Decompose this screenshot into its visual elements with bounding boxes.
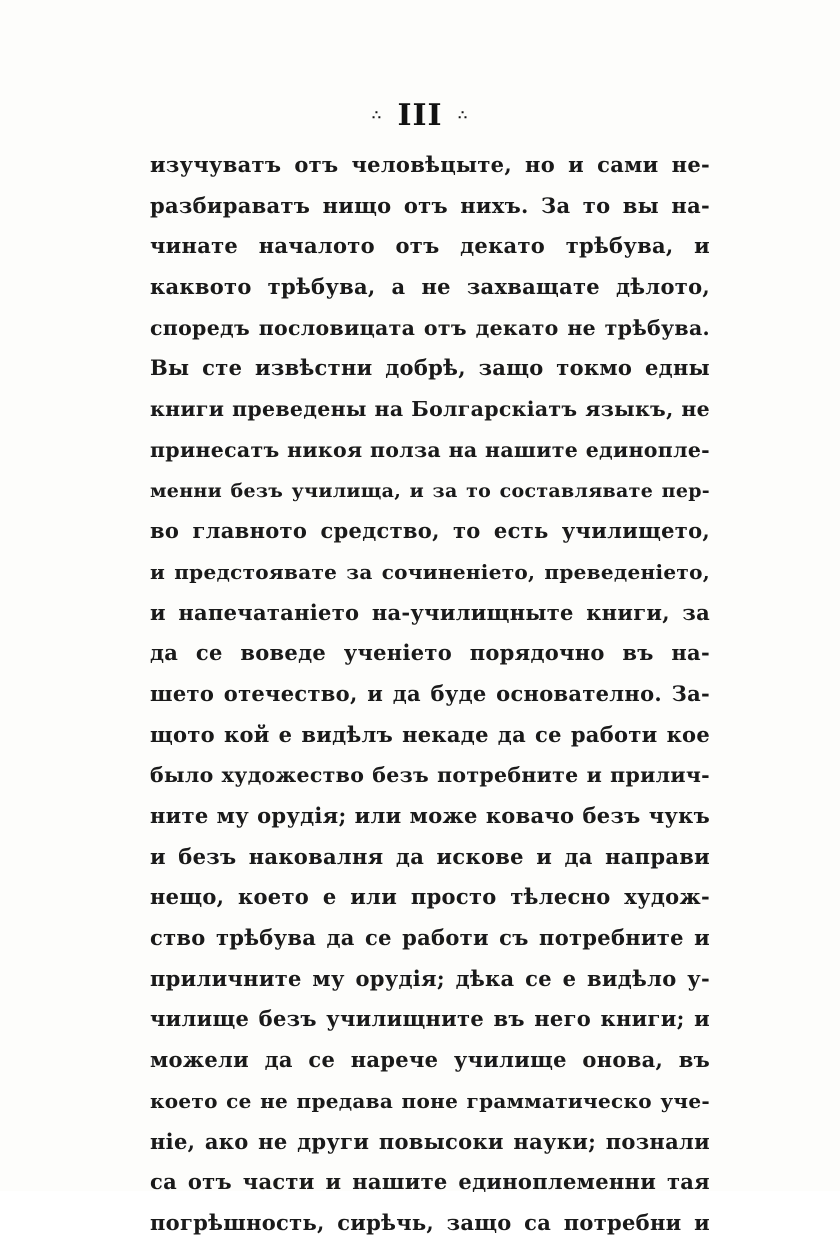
text-line: споредъ пословицата отъ декато не трѣбува.	[150, 315, 710, 340]
text-line: да се воведе ученіето порядочно въ на-	[150, 640, 710, 666]
text-line: погрѣшность, сирѣчь, защо са потребни и	[150, 1209, 710, 1235]
text-line: са отъ части и нашите единоплеменни тая	[150, 1169, 710, 1195]
header-ornament-right: ∴	[458, 107, 469, 124]
text-line: изучуватъ отъ человѣцыте, но и сами не-	[150, 152, 710, 177]
text-line: и напечатаніето на-училищныте книги, за	[150, 599, 710, 625]
text-line: разбираватъ нищо отъ нихъ. За то вы на-	[150, 192, 710, 218]
header-ornament-left: ∴	[371, 107, 382, 124]
text-line: щото кой е видѣлъ некаде да се работи кое	[150, 721, 710, 747]
text-line: чилище безъ учили​щните въ него книги; и	[150, 1006, 710, 1032]
text-line: и предстоявате за сочиненіето, преведеніето,	[150, 559, 710, 584]
text-line: принесатъ никоя полза на нашите единопле-	[150, 437, 710, 462]
text-line: и безъ наковалня да искове и да направи	[150, 843, 710, 869]
text-line: чинате началото отъ декато трѣбува, и	[150, 233, 710, 259]
text-line: можели да се нарече училище онова, въ	[150, 1047, 710, 1073]
text-line: ніе, ако не други повысоки науки; познали	[150, 1128, 710, 1154]
body-text	[150, 145, 710, 1244]
text-line: Вы сте извѣстни добрѣ, защо токмо едны	[150, 355, 710, 381]
page-header	[0, 98, 840, 133]
text-line: приличните му орудія; дѣка се е видѣло у-	[150, 965, 710, 991]
text-line: менни безъ училища, и за то составлявате пер-	[150, 479, 710, 502]
text-line: ните му орудія; или може ковачо безъ чукъ	[150, 803, 710, 828]
text-line: нещо, което е или просто тѣлесно худож-	[150, 884, 710, 910]
text-line: шето отечество, и да буде основателно. За-	[150, 680, 710, 706]
page-number: III	[397, 98, 443, 133]
text-line: книги преведены на Болгарскіатъ языкъ, не	[150, 397, 710, 422]
text-line: было художество безъ потребните и прилич-	[150, 763, 710, 788]
text-line: ство трѣбува да се работи съ потребните и	[150, 925, 710, 951]
text-line: каквото трѣбува, а не захващате дѣлото,	[150, 274, 710, 300]
text-line: което се не предава поне грамматическо уче-	[150, 1088, 710, 1113]
text-line: во главното средство, то есть училището,	[150, 518, 710, 544]
